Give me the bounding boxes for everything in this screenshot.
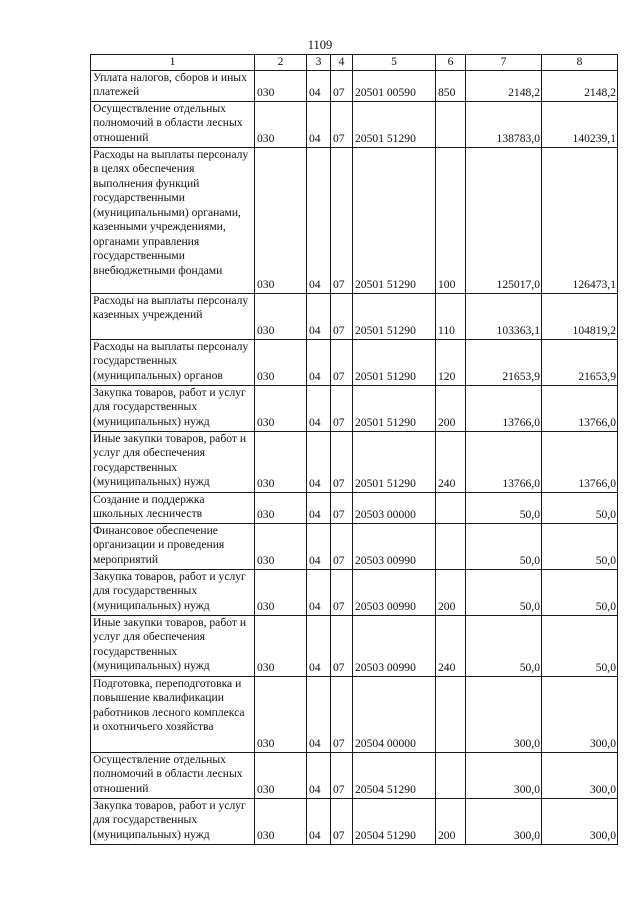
- table-row: [91, 798, 618, 844]
- subsection-code-cell: 07: [331, 752, 353, 798]
- admin-code-cell: 030: [255, 293, 307, 339]
- row-name-cell: Расходы на выплаты персоналу казенных учреждений: [91, 293, 255, 339]
- subsection-code-cell: 07: [331, 523, 353, 569]
- admin-code-cell: 030: [255, 492, 307, 523]
- target-code-cell: 20504 51290: [353, 752, 436, 798]
- section-code-cell: 04: [307, 523, 331, 569]
- section-code-cell: 04: [307, 615, 331, 676]
- subsection-code-cell: 07: [331, 569, 353, 615]
- table-row: [91, 752, 618, 798]
- expense-type-cell: [436, 492, 466, 523]
- amount-year2-cell: 126473,1: [542, 147, 618, 293]
- subsection-code-cell: 07: [331, 147, 353, 293]
- row-name-cell: Закупка товаров, работ и услуг для государственных (муниципальных) нужд: [91, 798, 255, 844]
- admin-code-cell: 030: [255, 798, 307, 844]
- expense-type-cell: 240: [436, 431, 466, 492]
- target-code-cell: 20504 51290: [353, 798, 436, 844]
- section-code-cell: 04: [307, 101, 331, 147]
- table-row: [91, 293, 618, 339]
- column-header: 2: [255, 55, 307, 71]
- row-name-cell: Финансовое обеспечение организации и проведения мероприятий: [91, 523, 255, 569]
- expense-type-cell: [436, 101, 466, 147]
- amount-year2-cell: 50,0: [542, 523, 618, 569]
- amount-year1-cell: 138783,0: [466, 101, 542, 147]
- admin-code-cell: 030: [255, 385, 307, 431]
- column-header: 4: [331, 55, 353, 71]
- budget-table: [90, 54, 618, 845]
- column-header: 7: [466, 55, 542, 71]
- section-code-cell: 04: [307, 492, 331, 523]
- target-code-cell: 20501 51290: [353, 147, 436, 293]
- amount-year1-cell: 50,0: [466, 492, 542, 523]
- amount-year1-cell: 300,0: [466, 752, 542, 798]
- section-code-cell: 04: [307, 569, 331, 615]
- table-row: [91, 431, 618, 492]
- amount-year2-cell: 50,0: [542, 569, 618, 615]
- subsection-code-cell: 07: [331, 385, 353, 431]
- target-code-cell: 20503 00000: [353, 492, 436, 523]
- admin-code-cell: 030: [255, 431, 307, 492]
- amount-year1-cell: 13766,0: [466, 385, 542, 431]
- expense-type-cell: 850: [436, 70, 466, 101]
- amount-year1-cell: 50,0: [466, 523, 542, 569]
- admin-code-cell: 030: [255, 615, 307, 676]
- target-code-cell: 20503 00990: [353, 615, 436, 676]
- table-row: [91, 101, 618, 147]
- section-code-cell: 04: [307, 431, 331, 492]
- header-row: [91, 55, 618, 71]
- amount-year2-cell: 13766,0: [542, 431, 618, 492]
- row-name-cell: Иные закупки товаров, работ и услуг для обеспечения государственных (муниципальных) нужд: [91, 431, 255, 492]
- section-code-cell: 04: [307, 385, 331, 431]
- amount-year2-cell: 13766,0: [542, 385, 618, 431]
- target-code-cell: 20504 00000: [353, 676, 436, 752]
- expense-type-cell: 200: [436, 798, 466, 844]
- amount-year1-cell: 300,0: [466, 676, 542, 752]
- target-code-cell: 20501 51290: [353, 101, 436, 147]
- table-row: [91, 147, 618, 293]
- subsection-code-cell: 07: [331, 615, 353, 676]
- amount-year2-cell: 300,0: [542, 676, 618, 752]
- table-row: [91, 569, 618, 615]
- table-row: [91, 676, 618, 752]
- row-name-cell: Осуществление отдельных полномочий в области лесных отношений: [91, 101, 255, 147]
- target-code-cell: 20501 00590: [353, 70, 436, 101]
- amount-year1-cell: 300,0: [466, 798, 542, 844]
- section-code-cell: 04: [307, 293, 331, 339]
- subsection-code-cell: 07: [331, 431, 353, 492]
- admin-code-cell: 030: [255, 339, 307, 385]
- expense-type-cell: 120: [436, 339, 466, 385]
- section-code-cell: 04: [307, 147, 331, 293]
- column-header: 3: [307, 55, 331, 71]
- amount-year1-cell: 13766,0: [466, 431, 542, 492]
- expense-type-cell: 240: [436, 615, 466, 676]
- amount-year1-cell: 103363,1: [466, 293, 542, 339]
- admin-code-cell: 030: [255, 676, 307, 752]
- row-name-cell: Закупка товаров, работ и услуг для государственных (муниципальных) нужд: [91, 569, 255, 615]
- subsection-code-cell: 07: [331, 676, 353, 752]
- subsection-code-cell: 07: [331, 293, 353, 339]
- section-code-cell: 04: [307, 752, 331, 798]
- table-row: [91, 523, 618, 569]
- amount-year1-cell: 125017,0: [466, 147, 542, 293]
- target-code-cell: 20503 00990: [353, 569, 436, 615]
- admin-code-cell: 030: [255, 147, 307, 293]
- row-name-cell: Закупка товаров, работ и услуг для государственных (муниципальных) нужд: [91, 385, 255, 431]
- table-row: [91, 70, 618, 101]
- subsection-code-cell: 07: [331, 101, 353, 147]
- table-row: [91, 339, 618, 385]
- amount-year2-cell: 21653,9: [542, 339, 618, 385]
- subsection-code-cell: 07: [331, 70, 353, 101]
- row-name-cell: Создание и поддержка школьных лесничеств: [91, 492, 255, 523]
- target-code-cell: 20501 51290: [353, 431, 436, 492]
- amount-year1-cell: 21653,9: [466, 339, 542, 385]
- amount-year2-cell: 50,0: [542, 615, 618, 676]
- admin-code-cell: 030: [255, 70, 307, 101]
- subsection-code-cell: 07: [331, 492, 353, 523]
- row-name-cell: Расходы на выплаты персоналу в целях обеспечения выполнения функций государственными (муниципальными) органами, казенными учреждениями, органами управления государственными внебюджетными фондами: [91, 147, 255, 293]
- expense-type-cell: 100: [436, 147, 466, 293]
- section-code-cell: 04: [307, 676, 331, 752]
- amount-year2-cell: 300,0: [542, 752, 618, 798]
- subsection-code-cell: 07: [331, 339, 353, 385]
- admin-code-cell: 030: [255, 101, 307, 147]
- section-code-cell: 04: [307, 70, 331, 101]
- column-header: 1: [91, 55, 255, 71]
- target-code-cell: 20501 51290: [353, 339, 436, 385]
- target-code-cell: 20501 51290: [353, 293, 436, 339]
- section-code-cell: 04: [307, 798, 331, 844]
- row-name-cell: Иные закупки товаров, работ и услуг для обеспечения государственных (муниципальных) нужд: [91, 615, 255, 676]
- target-code-cell: 20503 00990: [353, 523, 436, 569]
- amount-year2-cell: 2148,2: [542, 70, 618, 101]
- amount-year2-cell: 140239,1: [542, 101, 618, 147]
- expense-type-cell: [436, 676, 466, 752]
- table-row: [91, 385, 618, 431]
- target-code-cell: 20501 51290: [353, 385, 436, 431]
- table-row: [91, 615, 618, 676]
- admin-code-cell: 030: [255, 523, 307, 569]
- amount-year1-cell: 50,0: [466, 569, 542, 615]
- expense-type-cell: 200: [436, 569, 466, 615]
- amount-year2-cell: 50,0: [542, 492, 618, 523]
- column-header: 5: [353, 55, 436, 71]
- column-header: 8: [542, 55, 618, 71]
- section-code-cell: 04: [307, 339, 331, 385]
- admin-code-cell: 030: [255, 752, 307, 798]
- expense-type-cell: [436, 752, 466, 798]
- admin-code-cell: 030: [255, 569, 307, 615]
- row-name-cell: Расходы на выплаты персоналу государственных (муниципальных) органов: [91, 339, 255, 385]
- amount-year2-cell: 300,0: [542, 798, 618, 844]
- row-name-cell: Осуществление отдельных полномочий в области лесных отношений: [91, 752, 255, 798]
- row-name-cell: Подготовка, переподготовка и повышение квалификации работников лесного комплекса и охотничьего хозяйства: [91, 676, 255, 752]
- subsection-code-cell: 07: [331, 798, 353, 844]
- row-name-cell: Уплата налогов, сборов и иных платежей: [91, 70, 255, 101]
- column-header: 6: [436, 55, 466, 71]
- amount-year1-cell: 2148,2: [466, 70, 542, 101]
- table-row: [91, 492, 618, 523]
- amount-year1-cell: 50,0: [466, 615, 542, 676]
- expense-type-cell: [436, 523, 466, 569]
- page-number: 1109: [307, 38, 333, 52]
- amount-year2-cell: 104819,2: [542, 293, 618, 339]
- expense-type-cell: 200: [436, 385, 466, 431]
- expense-type-cell: 110: [436, 293, 466, 339]
